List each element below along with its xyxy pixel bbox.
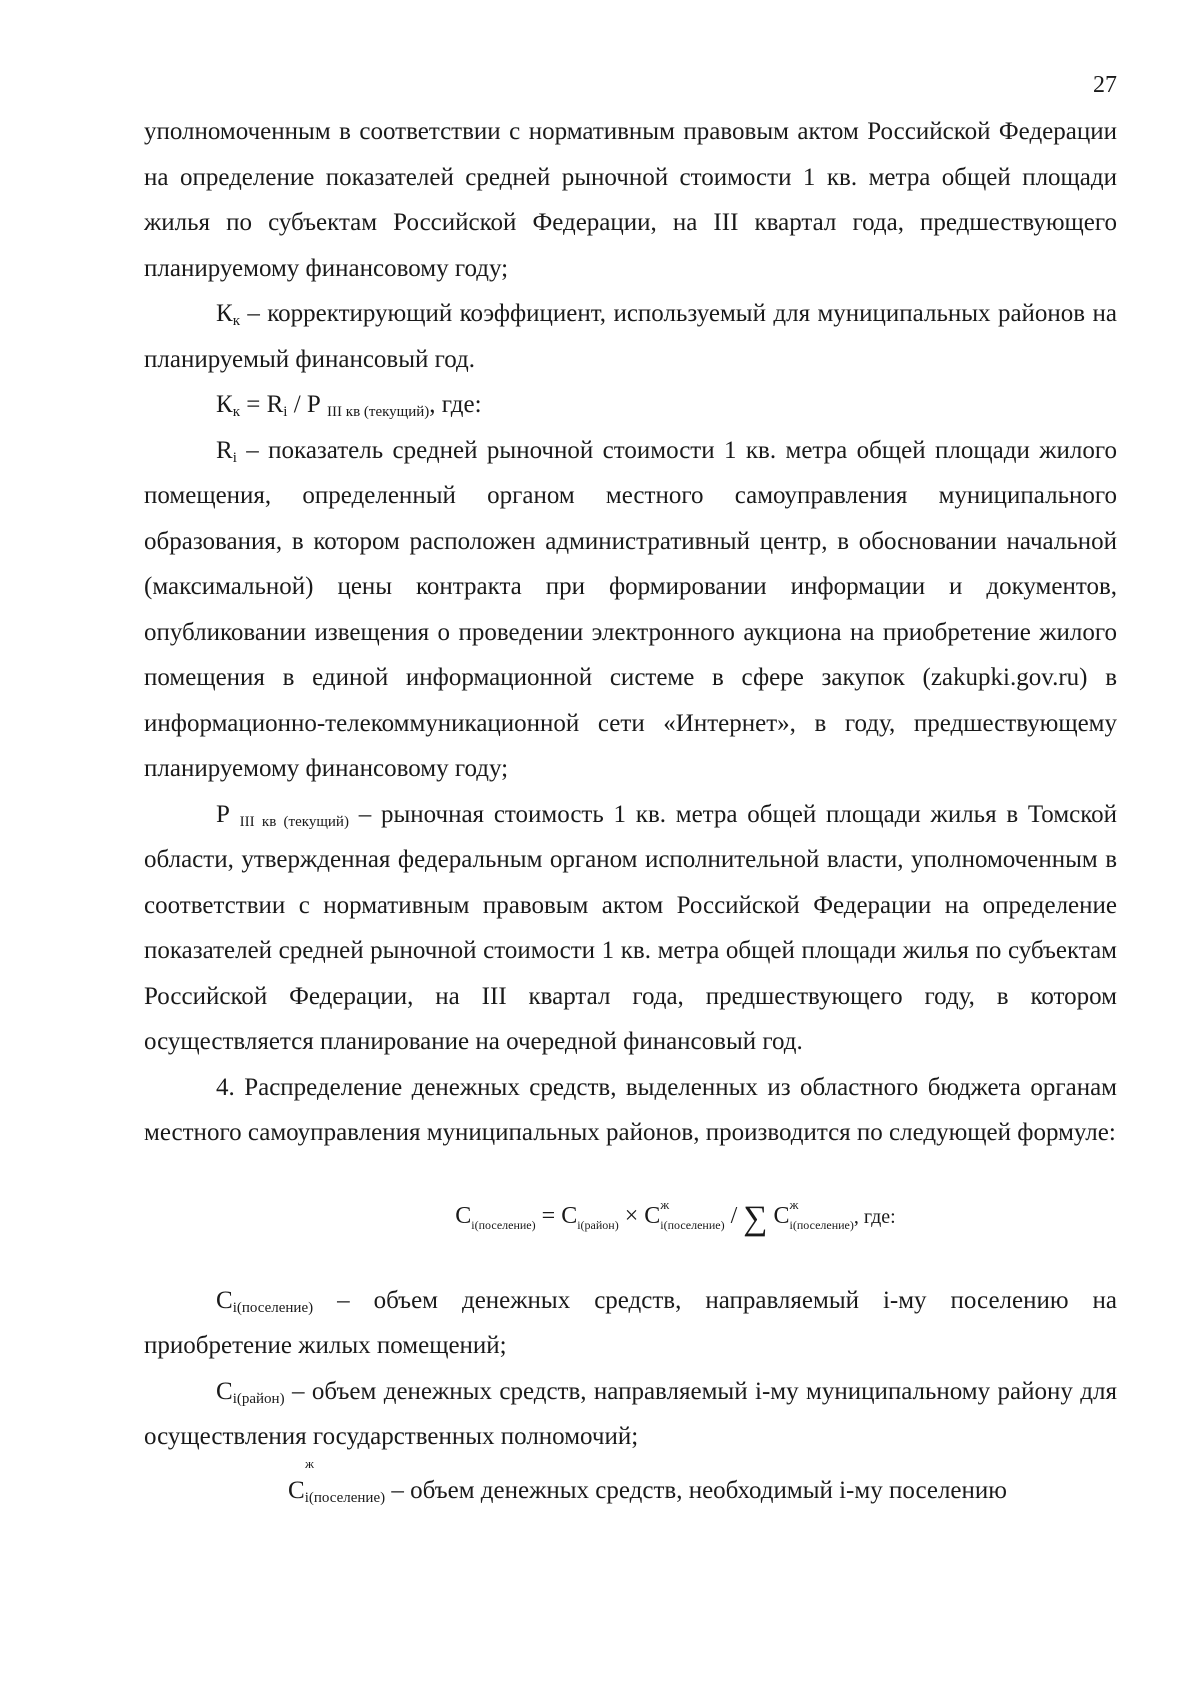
p-definition-text: – рыночная стоимость 1 кв. метра общей площади жилья в Томской области, утвержденная федеральным органом исполнительной власти, уполномоченным в соответствии с нормативным правовым актом Российской Федерации на определение показателей средней рыночной стоимости 1 кв. метра общей площади жилья по субъектам Российской Федерации, на III квартал года, предшествующего году, в котором осуществляется планирование на очередной финансовый год.: [144, 800, 1117, 1055]
formula-c2: C: [561, 1202, 578, 1229]
distribution-formula: [144, 1194, 1117, 1248]
symbol-p: Р: [216, 800, 240, 828]
formula-tail: , где:: [853, 1205, 896, 1228]
paragraph-kk-formula: [144, 382, 1117, 428]
paragraph-kk-definition: [144, 291, 1117, 382]
formula-sigma: ∑: [743, 1199, 768, 1237]
formula-c4-subscript: i(поселение): [789, 1217, 854, 1232]
kk-formula-k: К: [216, 391, 233, 418]
kk-definition-text: – корректирующий коэффициент, используемый для муниципальных районов на планируемый финансовый год.: [144, 300, 1117, 373]
symbol-c-housing-subscript: i(поселение): [304, 1489, 386, 1506]
symbol-kk: К: [216, 300, 233, 327]
symbol-c-settlement-subscript: i(поселение): [232, 1299, 314, 1316]
formula-c4: C: [773, 1202, 790, 1229]
symbol-c-housing: C: [288, 1476, 305, 1504]
formula-c4-group: [773, 1194, 799, 1239]
paragraph-c-district: [144, 1369, 1117, 1460]
formula-c1-subscript: i(поселение): [471, 1217, 536, 1232]
symbol-kk-subscript: к: [232, 313, 240, 329]
paragraph-ri-definition: [144, 428, 1117, 792]
kk-formula-k-subscript: к: [232, 404, 240, 420]
formula-times: ×: [618, 1202, 645, 1229]
symbol-c-housing-superscript: ж: [305, 1455, 314, 1471]
paragraph-c-settlement: [144, 1278, 1117, 1369]
c-district-text: – объем денежных средств, направляемый i-му муниципальному району для осуществления государственных полномочий;: [144, 1377, 1117, 1450]
symbol-c-housing-group: [216, 1455, 314, 1514]
formula-c4-superscript: ж: [789, 1196, 799, 1212]
c-settlement-text: – объем денежных средств, направляемый i-му поселению на приобретение жилых помещений;: [144, 1286, 1117, 1359]
formula-c3-group: [644, 1194, 670, 1239]
kk-formula-subscript: III кв (текущий): [327, 404, 430, 420]
symbol-ri-subscript: i: [232, 449, 237, 466]
formula-c2-subscript: i(район): [577, 1217, 619, 1232]
symbol-p-subscript: III кв (текущий): [239, 813, 349, 830]
formula-eq: =: [535, 1202, 562, 1229]
paragraph-continuation: уполномоченным в соответствии с нормативным правовым актом Российской Федерации на определение показателей средней рыночной стоимости 1 кв. метра общей площади жилья по субъектам Российской Федерации, на III квартал года, предшествующего планируемому финансовому году;: [144, 118, 1117, 282]
formula-div: /: [724, 1202, 744, 1229]
kk-formula-eq: = R: [239, 391, 284, 418]
kk-formula-i: i: [283, 404, 288, 420]
formula-c3-subscript: i(поселение): [660, 1217, 725, 1232]
symbol-c-district: C: [216, 1377, 233, 1405]
c-housing-text: – объем денежных средств, необходимый i-му поселению: [385, 1476, 1007, 1504]
kk-formula-div: / Р: [287, 391, 328, 418]
formula-c1: C: [455, 1202, 472, 1229]
document-body: [144, 109, 1117, 1513]
symbol-ri: R: [216, 436, 233, 464]
ri-definition-text: – показатель средней рыночной стоимости 1 кв. метра общей площади жилого помещения, определенный органом местного самоуправления муниципального образования, в котором расположен административный центр, в обосновании начальной (максимальной) цены контракта при формировании информации и документов, опубликовании извещения о проведении электронного аукциона на приобретение жилого помещения в единой информационной системе в сфере закупок (zakupki.gov.ru) в информационно-телекоммуникационной сети «Интернет», в году, предшествующему планируемому финансовому году;: [144, 436, 1117, 782]
symbol-c-settlement: C: [216, 1286, 233, 1314]
kk-formula-tail: , где:: [429, 391, 482, 418]
formula-c3: C: [644, 1202, 661, 1229]
formula-c3-superscript: ж: [660, 1196, 670, 1212]
page-number: 27: [1093, 72, 1117, 98]
paragraph-p-definition: [144, 792, 1117, 1065]
symbol-c-district-subscript: i(район): [232, 1390, 285, 1407]
paragraph-item-4: 4. Распределение денежных средств, выделенных из областного бюджета органам местного самоуправления муниципальных районов, производится по следующей формуле:: [144, 1073, 1117, 1146]
paragraph-c-housing: [144, 1455, 1117, 1514]
